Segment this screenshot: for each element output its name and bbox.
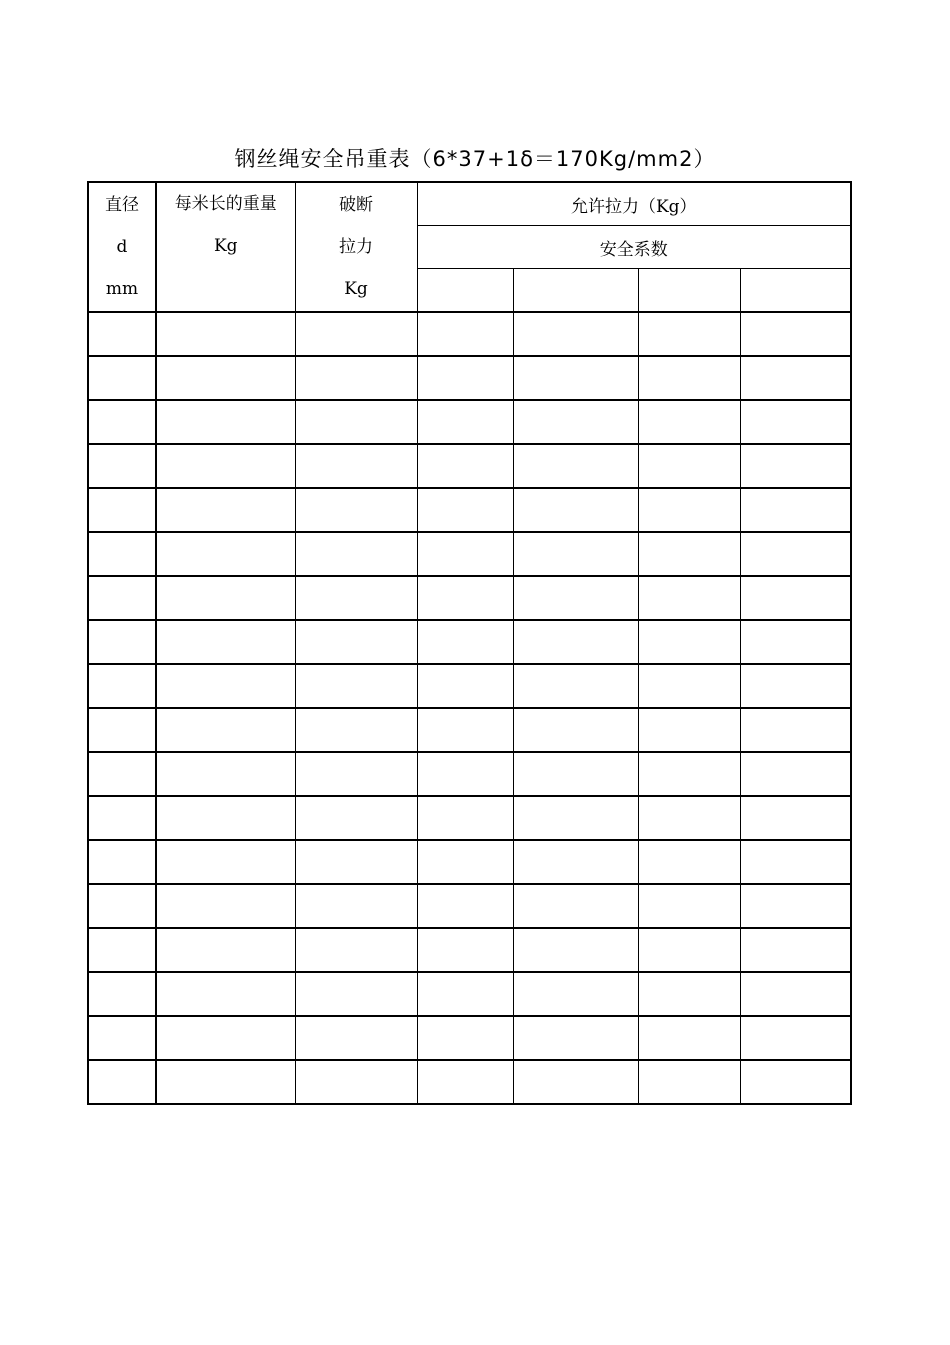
table-cell [295, 928, 417, 972]
table-row [88, 840, 851, 884]
table-row [88, 620, 851, 664]
table-cell [513, 796, 638, 840]
table-cell [295, 532, 417, 576]
header-weight-label: 每米长的重量 [174, 194, 277, 214]
table-cell [638, 620, 740, 664]
table-cell [513, 400, 638, 444]
table-cell [156, 444, 295, 488]
header-allowed-tension: 允许拉力（Kg） [417, 182, 851, 226]
table-cell [417, 576, 513, 620]
table-cell [295, 576, 417, 620]
table-cell [638, 708, 740, 752]
safety-factor-cell [740, 269, 851, 313]
table-cell [638, 1060, 740, 1104]
table-cell [417, 1060, 513, 1104]
table-cell [295, 444, 417, 488]
table-cell [740, 1016, 851, 1060]
table-cell [740, 356, 851, 400]
table-cell [740, 400, 851, 444]
table-cell [88, 356, 156, 400]
table-cell [740, 532, 851, 576]
table-cell [295, 752, 417, 796]
table-cell [88, 620, 156, 664]
table-cell [417, 752, 513, 796]
table-cell [295, 356, 417, 400]
table-cell [638, 576, 740, 620]
table-row [88, 532, 851, 576]
header-diameter-label: 直径 [105, 195, 139, 215]
table-cell [417, 884, 513, 928]
table-cell [513, 1016, 638, 1060]
header-safety-factor: 安全系数 [417, 226, 851, 269]
table-cell [740, 488, 851, 532]
table-cell [88, 972, 156, 1016]
header-diameter-unit: mm [105, 279, 139, 299]
table-row [88, 664, 851, 708]
table-cell [88, 312, 156, 356]
table-cell [513, 752, 638, 796]
table-cell [295, 1016, 417, 1060]
table-cell [156, 972, 295, 1016]
table-row [88, 1060, 851, 1104]
header-breaking-label-2: 拉力 [339, 237, 373, 257]
table-cell [156, 1060, 295, 1104]
table-cell [638, 356, 740, 400]
table-cell [513, 972, 638, 1016]
table-cell [295, 840, 417, 884]
table-cell [638, 928, 740, 972]
table-cell [740, 708, 851, 752]
table-cell [295, 796, 417, 840]
table-cell [295, 312, 417, 356]
table-cell [417, 708, 513, 752]
table-cell [740, 1060, 851, 1104]
table-cell [417, 444, 513, 488]
table-cell [156, 620, 295, 664]
table-row [88, 488, 851, 532]
table-cell [513, 620, 638, 664]
table-cell [156, 664, 295, 708]
table-cell [638, 796, 740, 840]
page-title: 钢丝绳安全吊重表（6*37+1δ＝170Kg/mm2） [234, 147, 716, 171]
table-cell [156, 312, 295, 356]
table-row [88, 708, 851, 752]
header-breaking-unit: Kg [344, 279, 368, 299]
table-cell [740, 312, 851, 356]
table-cell [740, 796, 851, 840]
table-cell [156, 532, 295, 576]
table-cell [638, 444, 740, 488]
table-cell [88, 796, 156, 840]
table-cell [638, 532, 740, 576]
table-cell [740, 928, 851, 972]
table-cell [295, 884, 417, 928]
table-row [88, 928, 851, 972]
table-body [88, 312, 851, 1104]
safety-factor-cell [513, 269, 638, 313]
table-cell [513, 312, 638, 356]
table-cell [513, 884, 638, 928]
table-cell [417, 928, 513, 972]
table-cell [638, 664, 740, 708]
table-cell [88, 400, 156, 444]
table-cell [88, 840, 156, 884]
table-cell [88, 708, 156, 752]
table-cell [513, 840, 638, 884]
table-row [88, 752, 851, 796]
table-cell [295, 664, 417, 708]
table-cell [417, 840, 513, 884]
table-cell [740, 576, 851, 620]
table-cell [638, 840, 740, 884]
table-cell [417, 356, 513, 400]
table-cell [638, 1016, 740, 1060]
table-cell [156, 928, 295, 972]
table-row [88, 576, 851, 620]
table-row [88, 356, 851, 400]
table-cell [88, 884, 156, 928]
table-cell [740, 840, 851, 884]
table-cell [513, 708, 638, 752]
header-breaking [295, 182, 417, 312]
header-row-1 [88, 182, 851, 226]
table-cell [156, 840, 295, 884]
table-cell [156, 488, 295, 532]
table-cell [513, 488, 638, 532]
table-cell [513, 444, 638, 488]
safety-factor-cell [417, 269, 513, 313]
table-cell [513, 664, 638, 708]
table-cell [638, 312, 740, 356]
table-cell [513, 1060, 638, 1104]
table-cell [740, 972, 851, 1016]
table-cell [638, 400, 740, 444]
table-cell [638, 752, 740, 796]
table-cell [417, 664, 513, 708]
table-row [88, 444, 851, 488]
table-cell [88, 1060, 156, 1104]
table-row [88, 796, 851, 840]
table-cell [295, 400, 417, 444]
table-cell [513, 928, 638, 972]
table-cell [156, 752, 295, 796]
table-cell [513, 576, 638, 620]
header-weight [156, 182, 295, 312]
table-cell [417, 312, 513, 356]
table-cell [417, 488, 513, 532]
table-cell [417, 796, 513, 840]
table-cell [156, 356, 295, 400]
table-cell [295, 620, 417, 664]
table-cell [740, 444, 851, 488]
table-cell [156, 400, 295, 444]
safe-load-table [87, 181, 852, 1105]
table-cell [88, 664, 156, 708]
safety-factor-cell [638, 269, 740, 313]
table-cell [740, 884, 851, 928]
table-cell [417, 972, 513, 1016]
table-cell [88, 752, 156, 796]
table-cell [638, 884, 740, 928]
table-row [88, 400, 851, 444]
table-cell [295, 972, 417, 1016]
table-cell [740, 620, 851, 664]
header-diameter-symbol: d [116, 237, 128, 257]
table-cell [156, 796, 295, 840]
table-cell [638, 488, 740, 532]
table-cell [513, 356, 638, 400]
table-cell [156, 708, 295, 752]
table-row [88, 1016, 851, 1060]
table-cell [88, 488, 156, 532]
header-weight-unit: Kg [213, 236, 238, 256]
table-row [88, 884, 851, 928]
table-cell [156, 884, 295, 928]
table-cell [417, 620, 513, 664]
table-row [88, 972, 851, 1016]
table-cell [638, 972, 740, 1016]
table-cell [88, 1016, 156, 1060]
table-cell [740, 664, 851, 708]
table-cell [513, 532, 638, 576]
table-cell [156, 1016, 295, 1060]
table-cell [295, 488, 417, 532]
header-breaking-label-1: 破断 [339, 195, 373, 215]
table-cell [295, 708, 417, 752]
table-cell [88, 444, 156, 488]
table-row [88, 312, 851, 356]
table-cell [417, 532, 513, 576]
table-cell [417, 400, 513, 444]
table-cell [740, 752, 851, 796]
table-cell [88, 532, 156, 576]
table-cell [156, 576, 295, 620]
table-cell [88, 576, 156, 620]
table-cell [88, 928, 156, 972]
table-cell [295, 1060, 417, 1104]
header-diameter [88, 182, 156, 312]
table-cell [417, 1016, 513, 1060]
